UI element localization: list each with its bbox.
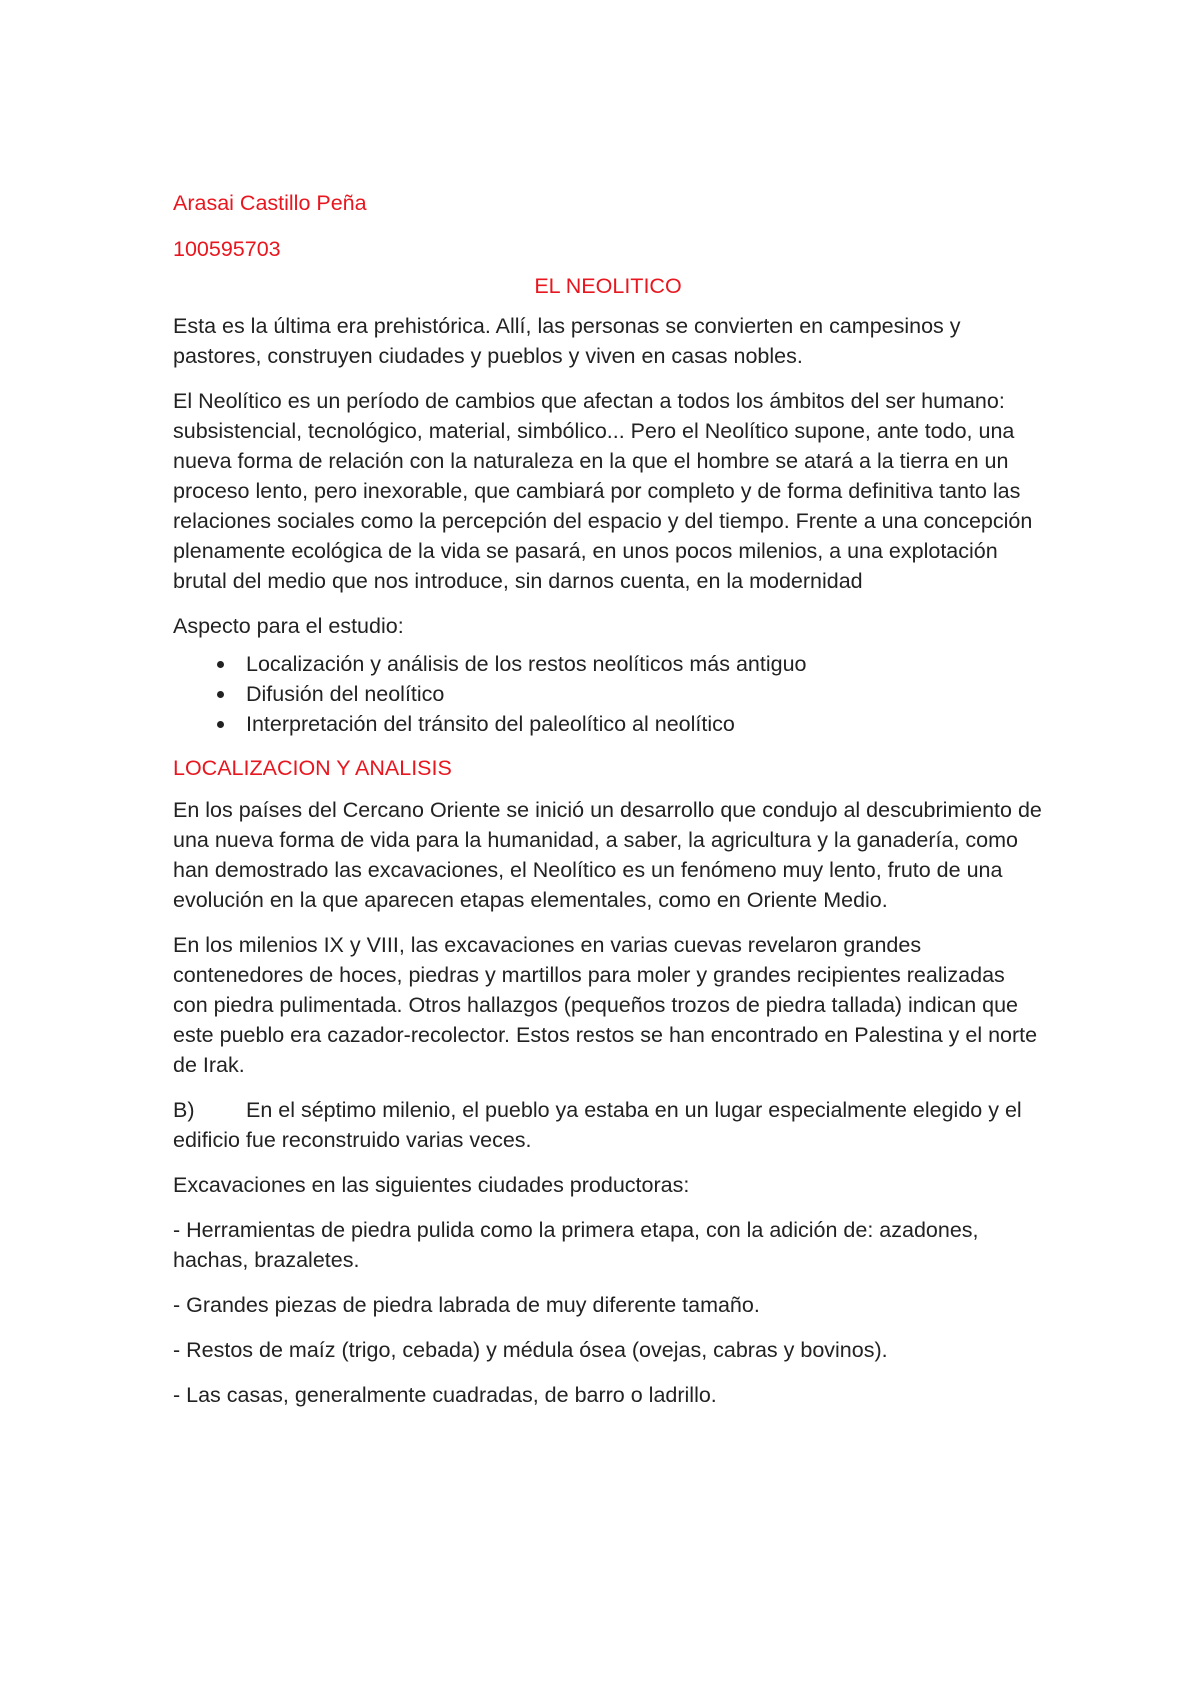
document-page bbox=[173, 188, 1043, 1425]
bullet-icon bbox=[217, 691, 224, 698]
dash-item: - Herramientas de piedra pulida como la primera etapa, con la adición de: azadones, hachas, brazaletes. bbox=[173, 1218, 979, 1272]
paragraph-label: B) bbox=[173, 1098, 195, 1122]
section-paragraph-1: En los países del Cercano Oriente se inició un desarrollo que condujo al descubrimiento de una nueva forma de vida para la humanidad, a saber, la agricultura y la ganadería, como han demostrado las excavaciones, el Neolítico es un fenómeno muy lento, fruto de una evolución en la que aparecen etapas elementales, como en Oriente Medio. bbox=[173, 798, 1042, 912]
section-heading: LOCALIZACION Y ANALISIS bbox=[173, 756, 452, 780]
list-item bbox=[173, 649, 1043, 679]
aspect-text: Difusión del neolítico bbox=[246, 682, 445, 706]
intro-paragraph-1: Esta es la última era prehistórica. Allí, las personas se convierten en campesinos y pastores, construyen ciudades y pueblos y viven en casas nobles. bbox=[173, 314, 961, 368]
section-paragraph-3 bbox=[173, 1095, 1043, 1155]
dash-item: - Grandes piezas de piedra labrada de muy diferente tamaño. bbox=[173, 1293, 760, 1317]
student-id: 100595703 bbox=[173, 237, 281, 261]
document-title: EL NEOLITICO bbox=[534, 274, 682, 298]
bullet-icon bbox=[217, 721, 224, 728]
aspects-label: Aspecto para el estudio: bbox=[173, 614, 404, 638]
aspect-text: Localización y análisis de los restos neolíticos más antiguo bbox=[246, 652, 807, 676]
aspect-text: Interpretación del tránsito del paleolítico al neolítico bbox=[246, 712, 735, 736]
paragraph-text: En el séptimo milenio, el pueblo ya estaba en un lugar especialmente elegido y el edificio fue reconstruido varias veces. bbox=[173, 1098, 1022, 1152]
intro-paragraph-2: El Neolítico es un período de cambios que afectan a todos los ámbitos del ser humano: subsistencial, tecnológico, material, simbólico... Pero el Neolítico supone, ante todo, una nueva forma de relación con la naturaleza en la que el hombre se atará a la tierra en un proceso lento, pero inexorable, que cambiará por completo y de forma definitiva tanto las relaciones sociales como la percepción del espacio y del tiempo. Frente a una concepción plenamente ecológica de la vida se pasará, en unos pocos milenios, a una explotación brutal del medio que nos introduce, sin darnos cuenta, en la modernidad bbox=[173, 389, 1033, 593]
bullet-icon bbox=[217, 661, 224, 668]
section-paragraph-4: Excavaciones en las siguientes ciudades productoras: bbox=[173, 1173, 690, 1197]
dash-item: - Restos de maíz (trigo, cebada) y médula ósea (ovejas, cabras y bovinos). bbox=[173, 1338, 888, 1362]
dash-item: - Las casas, generalmente cuadradas, de barro o ladrillo. bbox=[173, 1383, 717, 1407]
list-item bbox=[173, 679, 1043, 709]
author-name: Arasai Castillo Peña bbox=[173, 191, 367, 215]
aspects-list bbox=[173, 649, 1043, 739]
section-paragraph-2: En los milenios IX y VIII, las excavaciones en varias cuevas revelaron grandes contenedores de hoces, piedras y martillos para moler y grandes recipientes realizadas con piedra pulimentada. Otros hallazgos (pequeños trozos de piedra tallada) indican que este pueblo era cazador-recolector. Estos restos se han encontrado en Palestina y el norte de Irak. bbox=[173, 933, 1038, 1077]
list-item bbox=[173, 709, 1043, 739]
